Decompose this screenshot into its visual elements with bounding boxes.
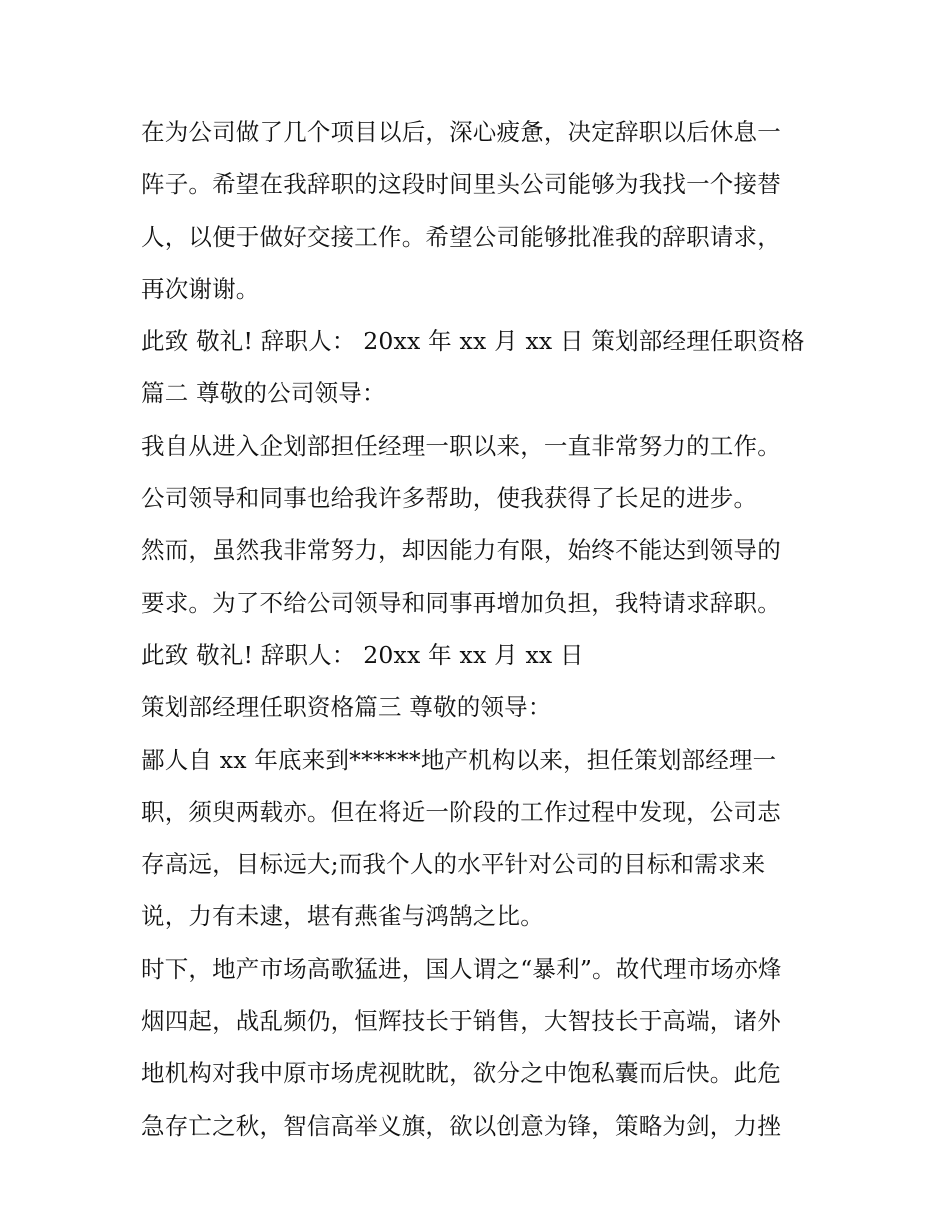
text-line: 职，须臾两载亦。但在将近一阶段的工作过程中发现，公司志	[141, 797, 781, 826]
text-line: 存高远，目标远大;而我个人的水平针对公司的目标和需求来	[141, 850, 766, 879]
text-line: 阵子。希望在我辞职的这段时间里头公司能够为我找一个接替	[141, 170, 781, 199]
text-line: 地机构对我中原市场虎视眈眈，欲分之中饱私囊而后快。此危	[141, 1059, 781, 1088]
text-line: 急存亡之秋，智信高举义旗，欲以创意为锋，策略为剑，力挫	[141, 1111, 781, 1140]
text-line: 鄙人自 xx 年底来到******地产机构以来，担任策划部经理一	[141, 745, 777, 774]
text-line: 公司领导和同事也给我许多帮助，使我获得了长足的进步。	[141, 484, 758, 513]
text-line: 说，力有未逮，堪有燕雀与鸿鹄之比。	[141, 902, 544, 931]
text-line: 我自从进入企划部担任经理一职以来，一直非常努力的工作。	[141, 431, 781, 460]
text-line: 人，以便于做好交接工作。希望公司能够批准我的辞职请求，	[141, 222, 781, 251]
text-line: 再次谢谢。	[141, 274, 260, 303]
text-line: 时下，地产市场高歌猛进，国人谓之“暴利”。故代理市场亦烽	[141, 954, 782, 983]
text-line: 篇二 尊敬的公司领导：	[141, 379, 386, 408]
text-line: 在为公司做了几个项目以后，深心疲惫，决定辞职以后休息一	[141, 118, 781, 146]
text-line: 烟四起，战乱频仍，恒辉技长于销售，大智技长于高端，诸外	[141, 1007, 781, 1036]
text-line: 此致 敬礼! 辞职人： 20xx 年 xx 月 xx 日 策划部经理任职资格	[141, 327, 805, 356]
text-line: 此致 敬礼! 辞职人： 20xx 年 xx 月 xx 日	[141, 640, 584, 669]
text-line: 然而，虽然我非常努力，却因能力有限，始终不能达到领导的	[141, 536, 781, 565]
document-body	[141, 106, 821, 1152]
text-line: 策划部经理任职资格篇三 尊敬的领导：	[141, 693, 552, 722]
text-line: 要求。为了不给公司领导和同事再增加负担，我特请求辞职。	[141, 588, 781, 617]
